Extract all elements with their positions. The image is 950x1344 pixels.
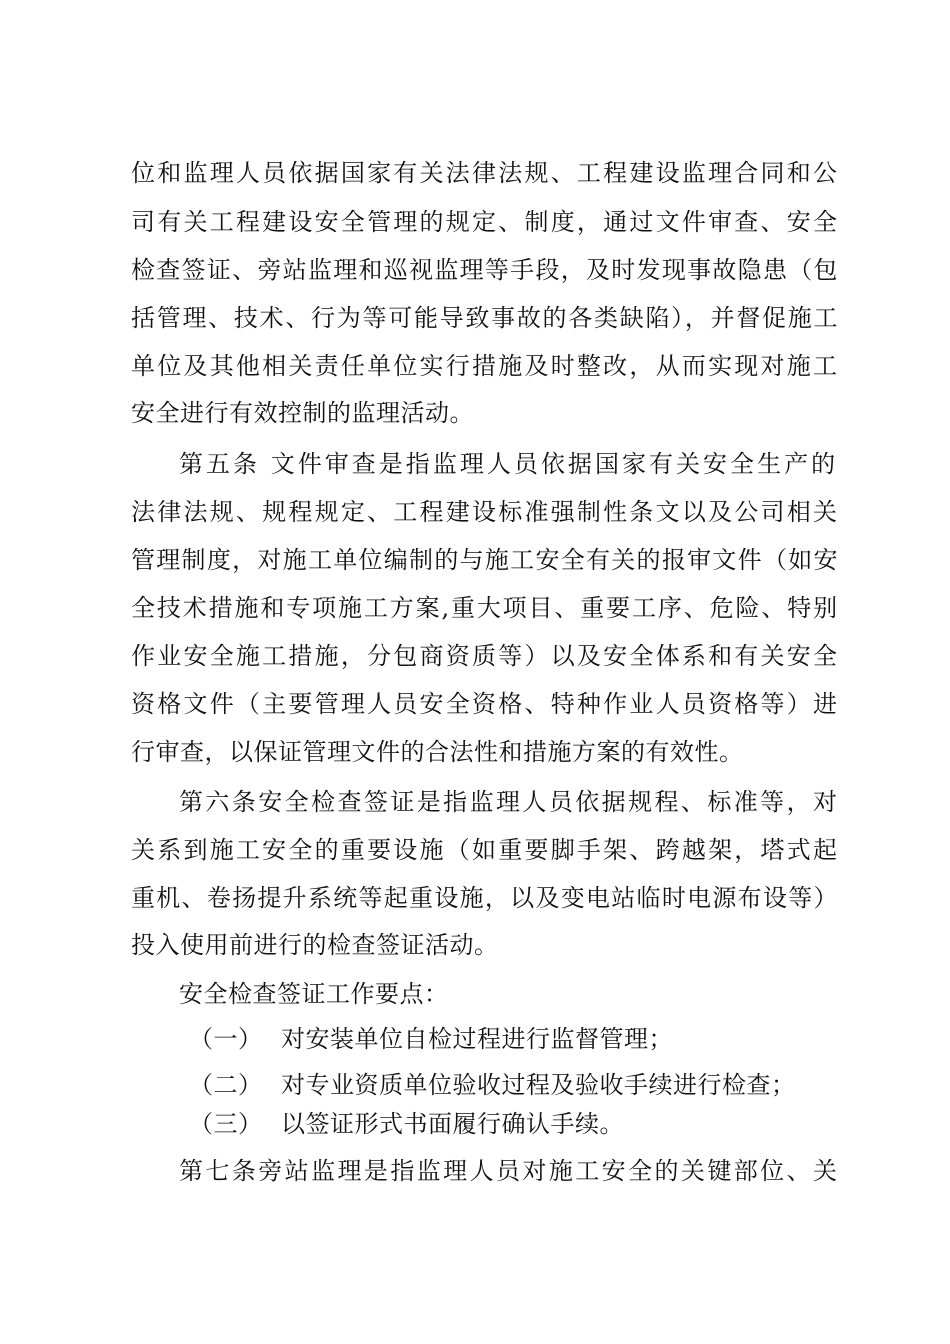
paragraph-line: 司有关工程建设安全管理的规定、制度，通过文件审查、安全 [131,208,840,236]
key-points-heading: 安全检查签证工作要点： [179,980,449,1008]
article-5-line: 法律法规、规程规定、工程建设标准强制性条文以及公司相关 [131,498,840,526]
list-item [189,1024,673,1054]
article-7-line: 第七条旁站监理是指监理人员对施工安全的关键部位、关 [179,1157,840,1185]
article-6-line: 重机、卷扬提升系统等起重设施，以及变电站临时电源布设等） [131,884,839,912]
paragraph-line: 位和监理人员依据国家有关法律法规、工程建设监理合同和公 [131,159,840,187]
article-5-line: 作业安全施工措施，分包商资质等）以及安全体系和有关安全 [131,642,840,670]
list-marker: （二） [189,1071,263,1099]
list-item [189,1070,796,1100]
paragraph-line: 单位及其他相关责任单位实行措施及时整改，从而实现对施工 [131,352,840,380]
article-6-line: 投入使用前进行的检查签证活动。 [131,931,499,959]
paragraph-line: 安全进行有效控制的监理活动。 [131,399,474,427]
article-5-line: 全技术措施和专项施工方案,重大项目、重要工序、危险、特别 [131,594,839,622]
list-marker: （一） [189,1025,263,1053]
list-item [189,1109,624,1139]
list-marker: （三） [189,1110,263,1138]
paragraph-line: 括管理、技术、行为等可能导致事故的各类缺陷），并督促施工 [131,304,840,332]
article-5-line: 第五条 文件审查是指监理人员依据国家有关安全生产的 [179,450,839,478]
article-6-line: 关系到施工安全的重要设施（如重要脚手架、跨越架，塔式起 [131,836,840,864]
list-item-text: 对专业资质单位验收过程及验收手续进行检查； [281,1071,796,1099]
article-6-line: 第六条安全检查签证是指监理人员依据规程、标准等，对 [179,788,840,816]
list-item-text: 对安装单位自检过程进行监督管理； [281,1025,673,1053]
paragraph-line: 检查签证、旁站监理和巡视监理等手段，及时发现事故隐患（包 [131,256,839,284]
list-item-text: 以签证形式书面履行确认手续。 [281,1110,624,1138]
article-5-line: 管理制度，对施工单位编制的与施工安全有关的报审文件（如安 [131,546,839,574]
article-5-line: 资格文件（主要管理人员安全资格、特种作业人员资格等）进 [131,690,840,718]
article-5-line: 行审查，以保证管理文件的合法性和措施方案的有效性。 [131,738,744,766]
